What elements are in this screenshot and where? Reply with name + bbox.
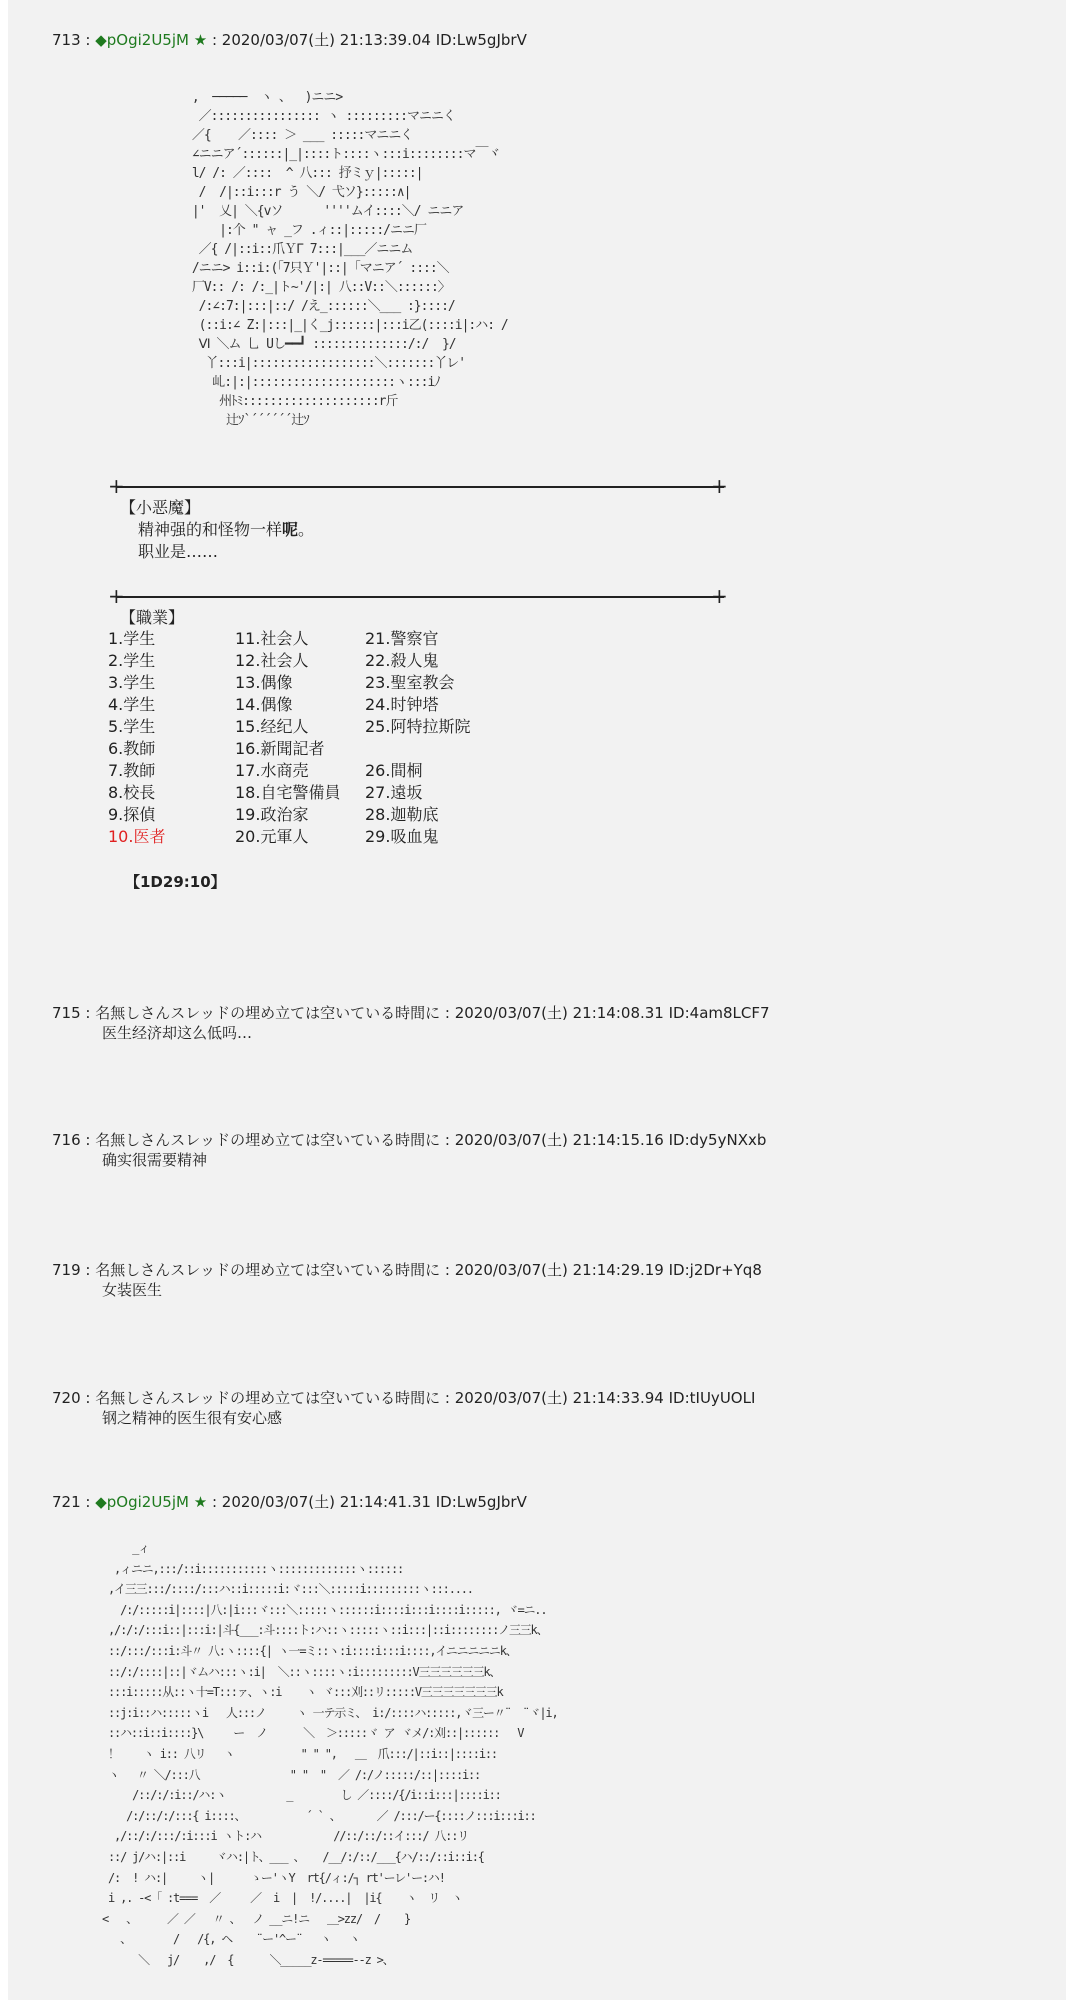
post-number: 716 (52, 1131, 81, 1149)
star-icon: ★ (193, 31, 208, 49)
dice-result: 【1D29:10】 (125, 873, 226, 891)
job-item: 17.水商売 (235, 761, 309, 780)
post-number: 715 (52, 1004, 81, 1022)
post-date: 2020/03/07(土) 21:13:39.04 (221, 31, 431, 49)
post-number: 719 (52, 1261, 81, 1279)
jobs-list (108, 628, 515, 848)
job-item: 2.学生 (108, 651, 156, 670)
post-720 (52, 1388, 755, 1428)
divider-cross-right: + (711, 474, 728, 498)
job-item: 26.間桐 (365, 761, 423, 780)
dialogue-line-2: 职业是…… (138, 542, 219, 561)
job-item: 9.探偵 (108, 805, 156, 824)
dialogue-text: 精神强的和怪物一样 (138, 520, 283, 539)
post-body: 钢之精神的医生很有安心感 (102, 1409, 283, 1427)
divider-cross-left: + (108, 584, 125, 608)
post-header: 716 : 名無しさんスレッドの埋め立ては空いている時間に : 2020/03/07(土) 21:14:15.16 ID:dy5yNXxb (52, 1131, 767, 1149)
job-item: 18.自宅警備員 (235, 783, 341, 802)
post-number: 720 (52, 1389, 81, 1407)
star-icon: ★ (193, 1493, 208, 1511)
post-header-721: 721 : ◆pOgi2U5jM ★ : 2020/03/07(土) 21:14:41.31 ID:Lw5gJbrV (52, 1493, 527, 1511)
dialogue-punct: 。 (298, 520, 315, 539)
job-item: 3.学生 (108, 673, 156, 692)
poster-name: 名無しさんスレッドの埋め立ては空いている時間に (95, 1389, 441, 1407)
job-item: 27.遠坂 (365, 783, 423, 802)
divider-line (116, 486, 724, 488)
job-item: 16.新聞記者 (235, 739, 325, 758)
post-body: 医生经济却这么低吗… (102, 1024, 253, 1042)
post-id[interactable]: ID:Lw5gJbrV (435, 31, 527, 49)
job-item: 1.学生 (108, 629, 156, 648)
job-item: 6.教師 (108, 739, 156, 758)
post-715 (52, 1003, 770, 1043)
job-item: 20.元軍人 (235, 827, 309, 846)
post-header: 719 : 名無しさんスレッドの埋め立ては空いている時間に : 2020/03/07(土) 21:14:29.19 ID:j2Dr+Yq8 (52, 1261, 762, 1279)
post-date: 2020/03/07(土) 21:14:33.94 (454, 1389, 664, 1407)
speaker-label: 【小恶魔】 (120, 498, 201, 517)
post-date: 2020/03/07(土) 21:14:41.31 (221, 1493, 431, 1511)
job-item: 25.阿特拉斯院 (365, 717, 471, 736)
job-item: 11.社会人 (235, 629, 309, 648)
post-number: 721 (52, 1493, 81, 1511)
post-body: 确实很需要精神 (102, 1151, 208, 1169)
post-date: 2020/03/07(土) 21:14:29.19 (454, 1261, 664, 1279)
job-item: 12.社会人 (235, 651, 309, 670)
post-header-713: 713 : ◆pOgi2U5jM ★ : 2020/03/07(土) 21:13:39.04 ID:Lw5gJbrV (52, 31, 527, 49)
job-item-selected: 10.医者 (108, 827, 166, 846)
job-item: 19.政治家 (235, 805, 309, 824)
post-id[interactable]: ID:tIUyUOLI (668, 1389, 756, 1407)
job-item: 13.偶像 (235, 673, 293, 692)
job-item: 7.教師 (108, 761, 156, 780)
job-item: 24.时钟塔 (365, 695, 439, 714)
ascii-art-1: , ───── ヽ 、 )ニニ> ／:::::::::::::::: ヽ :::::::::マニニく ／{ ／:::: ＞ ___ :::::マニニく ∠ニニア´::::::|_|::::ト::::ヽ:::i::::::::マ￣ヾ l/ /: ／:::: ^ 八::: 抒ミｙ|:::::| / /|::i:::r う ＼/ 弋ソ}:::::∧| |' 乂| ＼{vソ ''''ムイ::::＼/ ニニア |:个 " ャ _フ .ィ::|:::::/ニニ厂 ／{ /|::i::爪ＹΓ 7:::|___／ニニム /ニニ> i::i:(「7只Ｙ'|::|「マニア´ ::::＼ 厂V:: /: /:_|ト~'/|:| 八::V::＼::::::〉 /:∠:7:|:::|::/ /え_::::::＼___ :}::::/ (::i:∠ Z:|:::|_|く_j::::::|:::i乙(::::i|:ハ: / Ⅵ ＼ム 乚 Uし━━┛ ::::::::::::::/:/ }/ 丫:::i|::::::::::::::::::＼:::::::丫レ' 乢:|:|:::::::::::::::::::::ヽ:::iﾉ 州ﾄﾐ::::::::::::::::::::r斤 辻ｿ`´´´´´´辻ｿ (191, 90, 508, 428)
post-id[interactable]: ID:Lw5gJbrV (435, 1493, 527, 1511)
poster-name: 名無しさんスレッドの埋め立ては空いている時間に (95, 1131, 441, 1149)
post-719 (52, 1260, 762, 1300)
job-item (365, 738, 515, 760)
dialogue-line-1 (138, 520, 314, 540)
job-item: 5.学生 (108, 717, 156, 736)
job-item: 22.殺人鬼 (365, 651, 439, 670)
post-id[interactable]: ID:4am8LCF7 (668, 1004, 770, 1022)
job-item: 15.经纪人 (235, 717, 309, 736)
poster-name: 名無しさんスレッドの埋め立ては空いている時間に (95, 1004, 441, 1022)
post-id[interactable]: ID:dy5yNXxb (668, 1131, 767, 1149)
job-item: 4.学生 (108, 695, 156, 714)
post-body: 女装医生 (102, 1281, 163, 1299)
post-date: 2020/03/07(土) 21:14:15.16 (454, 1131, 664, 1149)
post-716 (52, 1130, 766, 1170)
poster-tripcode[interactable]: ◆pOgi2U5jM (95, 1493, 189, 1511)
job-item: 8.校長 (108, 783, 156, 802)
post-date: 2020/03/07(土) 21:14:08.31 (454, 1004, 664, 1022)
job-item: 23.聖室教会 (365, 673, 455, 692)
ascii-art-2: _ィ ,ィニニ,:::/::i:::::::::::ヽ:::::::::::::ヽ:::::: ,イ三三:::/::::/:::ハ::i:::::i:ヾ:::＼:::::i:::::::::ヽ:::.... /:/:::::i|::::|八:|i:::ヾ:::＼:::::ヽ::::::i::::i:::i::::i:::::, ヾ=ニ.. ,/:/:/:::i::|:::i:|斗{___:斗::::ト:ハ::ヽ:::::ヽ::i:::|::i::::::::ノ三三k、 ::/:::/:::i:斗〃 八:ヽ::::{| ヽ一=ミ::ヽ:i::::i:::i::::,イニニニニニk、 ::/:/::::|::|ヾムハ:::ヽ:i| ＼::ヽ::::ヽ:i:::::::::V三三三三三三k、 :::i:::::从::ヽ十=T:::ァ、ヽ:i ヽ ヾ:::刈::リ:::::V三三三三三三三k ::j:i::ハ:::::ヽi 人:::ノ ヽ 一テ示ミ、 i:/::::ハ:::::,ヾ三ー〃¨ ¨ヾ|i, ::ハ::i::i::::}\ ー ノ ＼ ＞:::::ヾ ア ヾメ/:刈::|:::::: V ！ ヽ i:: 八リ ヽ " " ", ＿ 爪:::/|::i::|::::i:: ヽ 〃 ＼/:::八 " " " ／ /:/ノ:::::/::|::::i:: /::/:/:i::/ハ:ヽ _ し ／::::/{/i::i:::|::::i:: /:/::/:/:::{ i::::、 ´ ` 、 ／ /:::/ー{::::ノ:::i:::i:: ,/::/:/:::/:i:::i ヽト:ハ //::/::/::イ:::/ 八::リ ::/ j/ハ:|::i ヾハ:|ト、___ 、 /__/:/::/___{ハ/::/::i::i:{ /: ! ハ:| ヽ| ゝー'ヽΥ rt{/ィ:/┐ rt'ーレ'ー:ハ! i ,. -<「 :t=== ／ ／ i | !/....| |i{ ヽ リ ヽ < 、 ／ ／ 〃 、 ノ __ニ!ニ ＿>zz/ / } 、 / /{, ヘ ¨ー'^ー¨ ヽ ヽ ＼ j/ ,/ { ＼_____z-=====--z >、 (102, 1541, 558, 1967)
post-header: 715 : 名無しさんスレッドの埋め立ては空いている時間に : 2020/03/07(土) 21:14:08.31 ID:4am8LCF7 (52, 1004, 770, 1022)
job-item: 29.吸血鬼 (365, 827, 439, 846)
post-number: 713 (52, 31, 81, 49)
dialogue-emphasis: 呢 (282, 520, 299, 539)
poster-name: 名無しさんスレッドの埋め立ては空いている時間に (95, 1261, 441, 1279)
job-item: 21.警察官 (365, 629, 439, 648)
divider-cross-left: + (108, 474, 125, 498)
jobs-title: 【職業】 (120, 608, 185, 627)
divider-line (116, 596, 724, 598)
post-header: 720 : 名無しさんスレッドの埋め立ては空いている時間に : 2020/03/07(土) 21:14:33.94 ID:tIUyUOLI (52, 1389, 756, 1407)
job-item: 28.迦勒底 (365, 805, 439, 824)
post-id[interactable]: ID:j2Dr+Yq8 (668, 1261, 762, 1279)
job-item: 14.偶像 (235, 695, 293, 714)
poster-tripcode[interactable]: ◆pOgi2U5jM (95, 31, 189, 49)
divider-cross-right: + (711, 584, 728, 608)
